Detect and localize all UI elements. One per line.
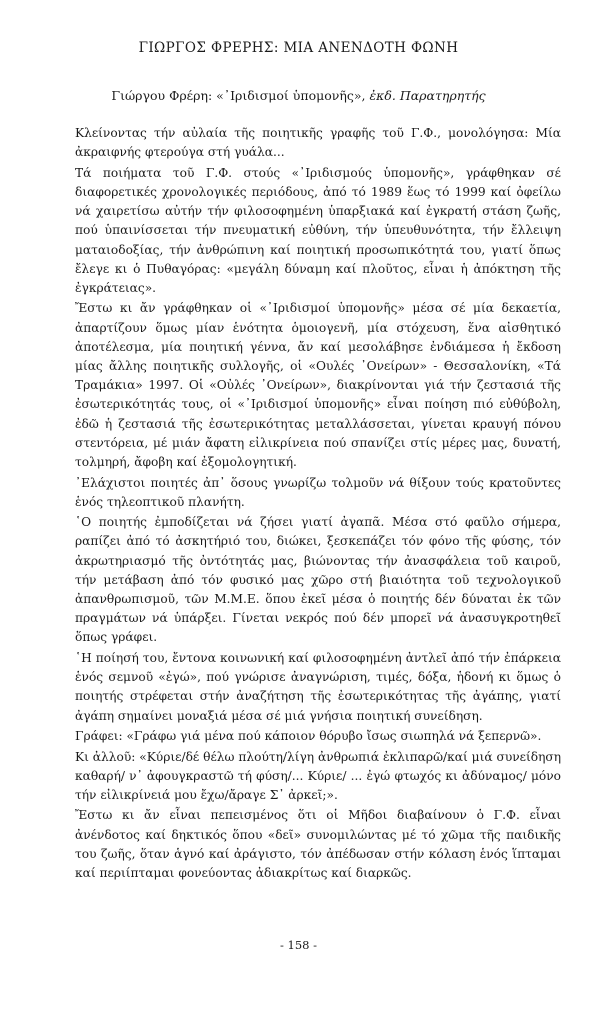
paragraph: ᾽Ελάχιστοι ποιητές ἀπ᾽ ὅσους γνωρίζω τολμοῦν νά θίξουν τούς κρατοῦντες ἑνός τηλεοπτικοῦ πλανήτη.	[75, 475, 561, 509]
paragraph: Ἔστω κι ἄν γράφθηκαν οἱ «᾽Ιριδισμοί ὑπομονῆς» μέσα σέ μία δεκαετία, ἀπαρτίζουν ὅμως μίαν ἑνότητα ὁμοιογενῆ, μία στόχευση, ἕνα αἰσθητικό ἀποτέλεσμα, μία ποιητική γέννα, ἄν καί μεσολάβησε ἐνδιάμεσα ἡ ἔκδοση μίας ἄλλης ποιητικῆς συλλογῆς, οἱ «Ουλές ᾽Ονείρων» - Θεσσαλονίκη, «Τά Τραμάκια» 1997. Οἱ «Οὐλές ᾽Ονείρων», διακρίνονται γιά τήν ζεστασιά τῆς ἐσωτερικότητάς τους, οἱ «᾽Ιριδισμοί ὑπομονῆς» εἶναι ποίηση πιό εὐθύβολη, ἐδῶ ἡ ζεστασιά τῆς ἐσωτερικότητας μεταλλάσσεται, γίνεται κραυγή πόνου στεντόρεια, μέ μιάν ἄφατη εἰλικρίνεια πού σπανίζει στίς μέρες μας, δυνατή, τολμηρή, ἄφοβη καί ἐξομολογητική.	[75, 301, 561, 470]
paragraph: Γράφει: «Γράφω γιά μένα πού κάποιον θόρυβο ἴσως σιωπηλά νά ξεπερνῶ».	[75, 729, 542, 744]
paragraph: Κι ἀλλοῦ: «Κύριε/δέ θέλω πλούτη/λίγη ἀνθρωπιά ἐκλιπαρῶ/καί μιά συνείδηση καθαρή/ ν᾽ ἀφουγκραστῶ τή φύση/... Κύριε/ ... ἐγώ φτωχός κι ἀδύναμος/ μόνο τήν εἰλικρίνειά μου ἔχω/ἄραγε Σ᾽ ἀρκεῖ;».	[75, 749, 561, 802]
paragraph: ῾Ο ποιητής ἐμποδίζεται νά ζήσει γιατί ἀγαπᾶ. Μέσα στό φαῦλο σήμερα, ραπίζει ἀπό τό ἀσκητήριό του, διώκει, ξεσκεπάζει τόν φόνο τῆς φύσης, τόν ἀκρωτηριασμό τῆς ὀντότητάς μας, βιώνοντας τήν ἀνασφάλεια τοῦ καιροῦ, τήν μετάβαση ἀπό τόν φυσικό μας χῶρο στή βιαιότητα τοῦ τεχνολογικοῦ ἀπανθρωπισμοῦ, τῶν Μ.Μ.Ε. ὅπου ἐκεῖ μέσα ὁ ποιητής δέν δύναται ἐκ τῶν πραγμάτων νά ὑπάρξει. Γίνεται νεκρός πού δέν μπορεῖ νά ἀνασυγκροτηθεῖ ὅπως γράφει.	[75, 515, 561, 645]
paragraph: Ἔστω κι ἄν εἶναι πεπεισμένος ὅτι οἱ Μῆδοι διαβαίνουν ὁ Γ.Φ. εἶναι ἀνένδοτος καί δηκτικός ὅπου «δεῖ» συνομιλώντας μέ τό χῶμα τῆς παιδικῆς του ζωῆς, ὅταν ἁγνό καί ἀράγιστο, τόν ἀπέδωσαν στήν κόλαση ἑνός ἵπταμαι καί περιίπταμαι φονεύοντας ἀδιακρίτως καί διαρκῶς.	[75, 808, 561, 881]
article-body	[75, 124, 561, 885]
paragraph: Κλείνοντας τήν αὐλαία τῆς ποιητικῆς γραφῆς τοῦ Γ.Φ., μονολόγησα: Μία ἀκραιφνής φτερούγα στή γυάλα...	[75, 126, 561, 160]
running-head: ΓΙΩΡΓΟΣ ΦΡΕΡΗΣ: ΜΙΑ ΑΝΕΝΔΟΤΗ ΦΩΝΗ	[138, 40, 459, 56]
subtitle-publisher: ἐκδ. Παρατηρητής	[369, 88, 486, 103]
paragraph: Τά ποιήματα τοῦ Γ.Φ. στούς «᾽Ιριδισμούς ὑπομονῆς», γράφθηκαν σέ διαφορετικές χρονολογικές περιόδους, ἀπό τό 1989 ἕως τό 1999 καί ὀφείλω νά χαιρετίσω αὐτήν τήν φιλοσοφημένη ὑπαρξιακά καί ἐγκρατή στάση ζωῆς, πού ὑπαινίσσεται τήν πνευματική εὐθύνη, τήν ὑπευθυνότητα, τήν ἔλλειψη ματαιοδοξίας, τήν ἀνθρώπινη καί ποιητική προσωπικότητά του, γιατί ὅπως ἔλεγε κι ὁ Πυθαγόρας: «μεγάλη δύναμη καί πλοῦτος, εἶναι ἡ ἀπόκτηση τῆς ἐγκράτειας».	[75, 165, 561, 295]
article-subtitle	[0, 88, 597, 103]
page-number: - 158 -	[279, 938, 318, 952]
paragraph: ῾Η ποίησή του, ἔντονα κοινωνική καί φιλοσοφημένη ἀντλεῖ ἀπό τήν ἐπάρκεια ἑνός σεμνοῦ «ἐγώ», πού γνώρισε ἀναγνώριση, τιμές, δόξα, ἡδονή κι ὅμως ὁ ποιητής στρέφεται στήν ἀναζήτηση τῆς ἐσωτερικότητας τῆς ἀγάπης, γιατί ἀγάπη σημαίνει μοναξιά μέσα σέ μιά γνήσια ποιητική συνείδηση.	[75, 650, 561, 723]
subtitle-text: Γιώργου Φρέρη: «᾽Ιριδισμοί ὑπομονῆς»,	[111, 88, 370, 103]
